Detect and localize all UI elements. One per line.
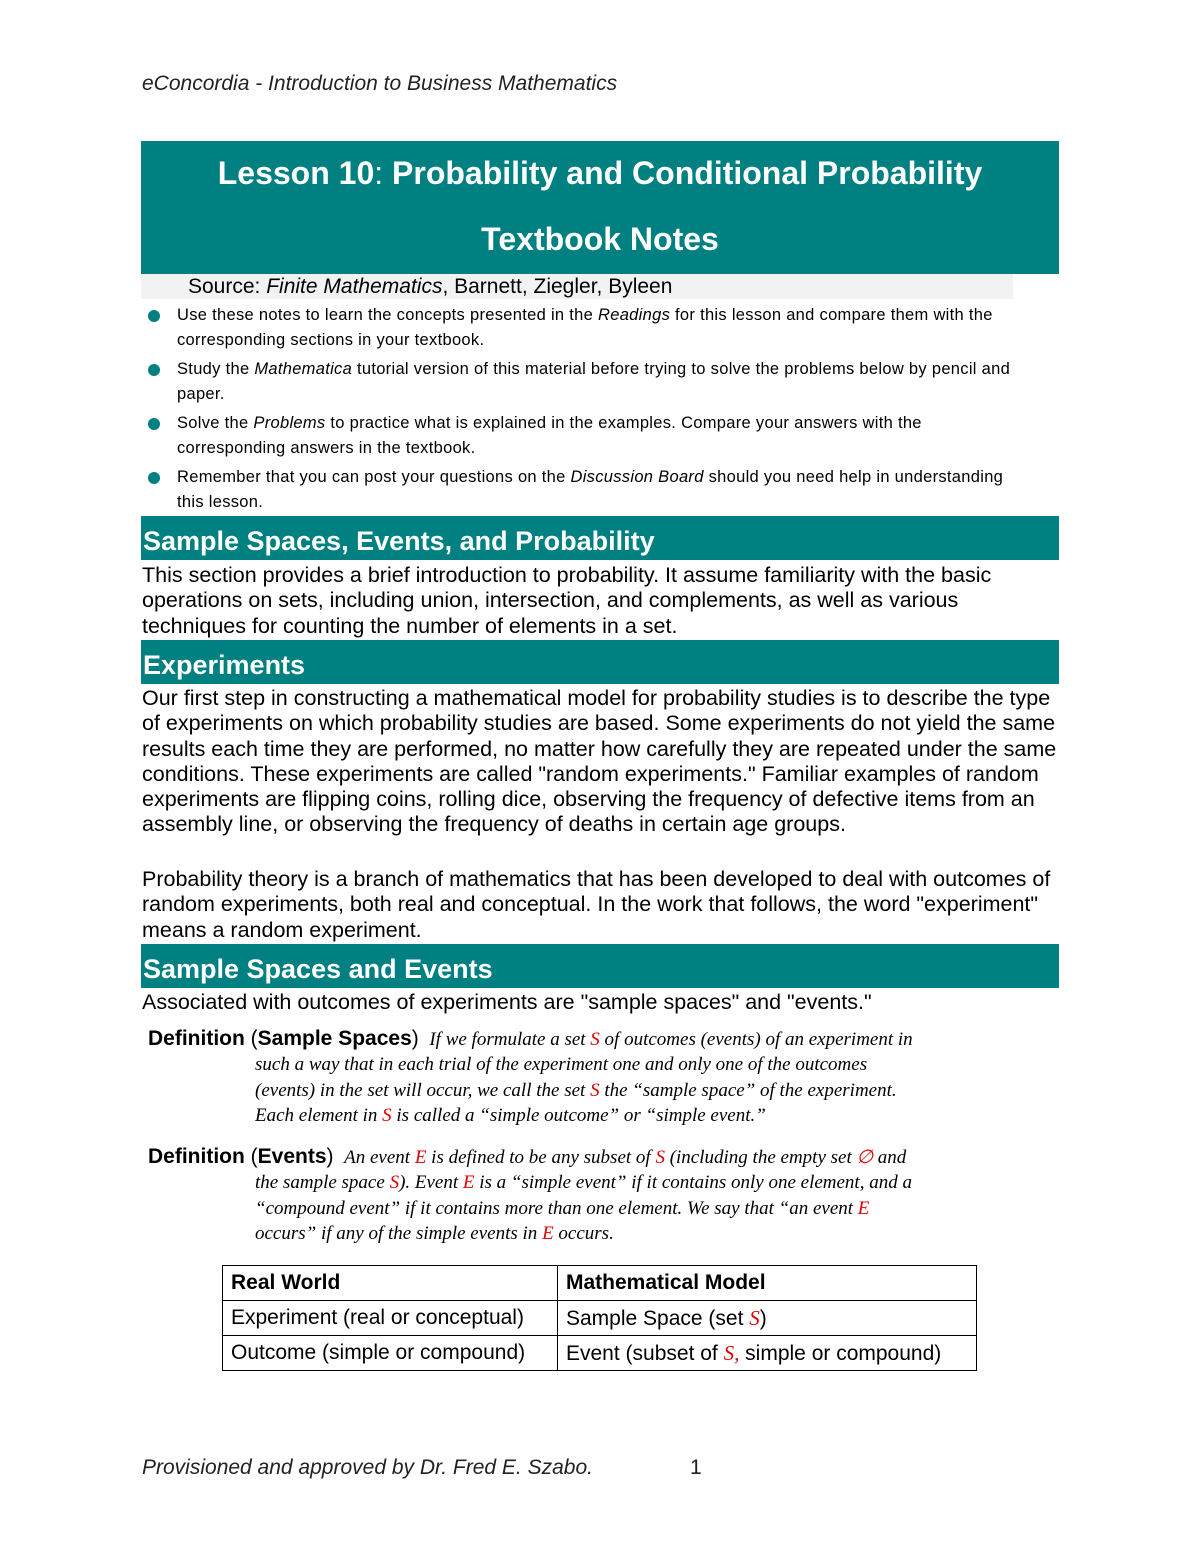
list-item: Study the Mathematica tutorial version of this material before trying to solve the problems below by pencil and paper.: [142, 357, 1022, 407]
table-row: [223, 1336, 977, 1371]
table-header-cell: Mathematical Model: [558, 1266, 977, 1301]
section-heading-sample-spaces-and-events: Sample Spaces and Events: [141, 944, 1059, 988]
footer-text: Provisioned and approved by Dr. Fred E. Szabo.: [142, 1456, 593, 1479]
list-item: Solve the Problems to practice what is explained in the examples. Compare your answers with the corresponding answers in the textbook.: [142, 411, 1022, 461]
table-header-row: [223, 1266, 977, 1301]
lesson-title: Lesson 10: Probability and Conditional Probability: [217, 155, 983, 191]
experiments-paragraph-1: Our first step in constructing a mathematical model for probability studies is to describe the type of experiments on which probability studies are based. Some experiments do not yield the same results each time they are performed, no matter how carefully they are repeated under the same conditions. These experiments are called "random experiments." Familiar examples of random experiments are flipping coins, rolling dice, observing the frequency of defective items from an assembly line, or observing the frequency of deaths in certain age groups.: [142, 686, 1057, 837]
bullet-icon: [148, 472, 160, 484]
table-cell: Experiment (real or conceptual): [223, 1301, 558, 1336]
title-banner: [141, 141, 1059, 274]
source-line: Source: Finite Mathematics, Barnett, Ziegler, Byleen: [188, 275, 673, 298]
running-header: eConcordia - Introduction to Business Mathematics: [142, 72, 618, 95]
definition-sample-spaces: Definition (Sample Spaces) If we formulate a set S of outcomes (events) of an experiment in such a way that in each trial of the experiment one and only one of the outcomes (events) in the set will occur, we call the set S the “sample space” of the experiment. Each element in S is called a “simple outcome” or “simple event.”: [148, 1027, 913, 1126]
list-item: Remember that you can post your questions on the Discussion Board should you need help in understanding this lesson.: [142, 465, 1022, 515]
table-cell: Event (subset of S, simple or compound): [558, 1336, 977, 1371]
bullet-icon: [148, 364, 160, 376]
bullet-icon: [148, 310, 160, 322]
model-table: [222, 1265, 977, 1371]
experiments-paragraph-2: Probability theory is a branch of mathematics that has been developed to deal with outcomes of random experiments, both real and conceptual. In the work that follows, the word "experiment" means a random experiment.: [142, 867, 1051, 942]
lesson-subtitle: Textbook Notes: [481, 221, 719, 257]
page-number: 1: [690, 1456, 702, 1479]
table-row: [223, 1301, 977, 1336]
table-header-cell: Real World: [223, 1266, 558, 1301]
bullet-icon: [148, 418, 160, 430]
list-item: Use these notes to learn the concepts presented in the Readings for this lesson and compare them with the corresponding sections in your textbook.: [142, 303, 1022, 353]
section-heading-experiments: Experiments: [141, 640, 1059, 684]
section-intro-text: This section provides a brief introduction to probability. It assume familiarity with the basic operations on sets, including union, intersection, and complements, as well as various techniques for counting the number of elements in a set.: [142, 563, 992, 638]
sample-spaces-intro: Associated with outcomes of experiments are "sample spaces" and "events.": [142, 990, 872, 1014]
table-cell: Sample Space (set S): [558, 1301, 977, 1336]
instruction-list: [142, 303, 1022, 519]
definition-events: Definition (Events) An event E is defined to be any subset of S (including the empty set ∅ and the sample space S). Event E is a “simple event” if it contains only one element, and a “compound event” if it contains more than one element. We say that “an event E occurs” if any of the simple events in E occurs.: [148, 1145, 912, 1244]
section-heading-sample-spaces-events-probability: Sample Spaces, Events, and Probability: [141, 516, 1059, 560]
table-cell: Outcome (simple or compound): [223, 1336, 558, 1371]
